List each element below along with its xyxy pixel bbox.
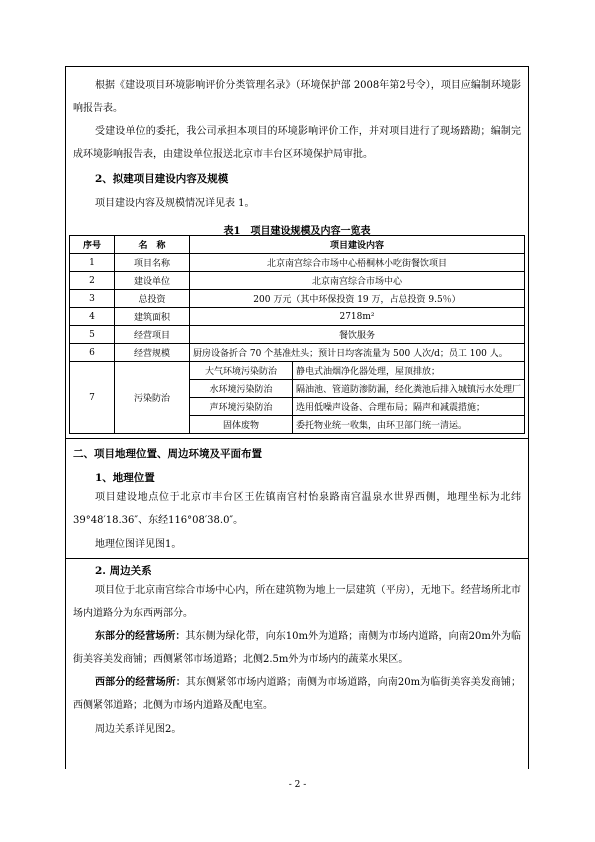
geo-heading: 1、地理位置 [95, 472, 155, 484]
row-name: 经营规模 [115, 344, 190, 362]
row-name: 建设单位 [115, 272, 190, 290]
pollution-category: 声环境污染防治 [190, 398, 293, 416]
row-name: 建筑面积 [115, 308, 190, 326]
west-part-label: 西部分的经营场所： [95, 677, 186, 688]
pollution-measure: 选用低噪声设备、合理布局；隔声和减震措施； [293, 398, 525, 416]
surroundings-paragraph: 项目位于北京南宫综合市场中心内，所在建筑物为地上一层建筑（平房），无地下。经营场所北市场内道路分为东西两部分。 [73, 585, 521, 619]
table-row [70, 308, 525, 326]
east-part-label: 东部分的经营场所： [95, 631, 186, 642]
pollution-measure: 隔油池、管道防渗防漏，经化粪池后排入城镇污水处理厂 [293, 380, 525, 398]
row-no: 6 [70, 344, 115, 362]
section-divider [65, 438, 529, 439]
row-name: 总投资 [115, 290, 190, 308]
section-divider [65, 558, 529, 559]
east-part-text: 其东侧为绿化带，向东10m外为道路；南侧为市场内道路，向南20m外为临街美容美发商铺；西侧紧邻市场道路；北侧2.5m外为市场内的蔬菜水果区。 [73, 631, 522, 665]
part-2-heading: 二、项目地理位置、周边环境及平面布置 [73, 448, 262, 460]
project-table [69, 235, 525, 434]
intro-paragraph-1: 根据《建设项目环境影响评价分类管理名录》（环境保护部 2008年第2号令），项目应编制环境影响报告表。 [73, 80, 521, 114]
header-no: 序号 [70, 236, 115, 254]
pollution-measure: 静电式油烟净化器处理，屋顶排放； [293, 362, 525, 380]
row-name: 经营项目 [115, 326, 190, 344]
table-intro: 项目建设内容及规模情况详见表 1。 [95, 198, 255, 209]
row-no: 4 [70, 308, 115, 326]
geo-figure-ref: 地理位图详见图1。 [95, 539, 182, 550]
pollution-category: 水环境污染防治 [190, 380, 293, 398]
section-2-heading: 2、拟建项目建设内容及规模 [95, 173, 229, 185]
row-content: 200 万元（其中环保投资 19 万，占总投资 9.5％） [190, 290, 525, 308]
row-content: 2718m² [190, 308, 525, 326]
geo-paragraph: 项目建设地点位于北京市丰台区王佐镇南宫村怡泉路南宫温泉水世界西侧，地理坐标为北纬39°48′18.36″、东经116°08′38.0″。 [73, 492, 521, 526]
table-row [70, 362, 525, 380]
row-no: 1 [70, 254, 115, 272]
table-caption: 表1 项目建设规模及内容一览表 [223, 226, 371, 237]
pollution-measure: 委托物业统一收集，由环卫部门统一清运。 [293, 416, 525, 434]
row-content: 北京南宫综合市场中心 [190, 272, 525, 290]
table-row [70, 254, 525, 272]
table-header-row [70, 236, 525, 254]
row-content: 厨房设备折合 70 个基准灶头；预计日均客流量为 500 人次/d；员工 100 人。 [190, 344, 525, 362]
pollution-category: 固体废物 [190, 416, 293, 434]
surroundings-heading: 2. 周边关系 [95, 565, 152, 577]
intro-paragraph-2: 受建设单位的委托，我公司承担本项目的环境影响评价工作，并对项目进行了现场踏勘；编制完成环境影响报告表，由建设单位报送北京市丰台区环境保护局审批。 [73, 126, 521, 160]
table-row [70, 290, 525, 308]
row-no: 3 [70, 290, 115, 308]
table-row [70, 326, 525, 344]
row-content: 北京南宫综合市场中心梧桐林小吃街餐饮项目 [190, 254, 525, 272]
row-no: 7 [70, 362, 115, 434]
row-content: 餐饮服务 [190, 326, 525, 344]
table-row [70, 272, 525, 290]
header-name: 名 称 [115, 236, 190, 254]
row-name: 污染防治 [115, 362, 190, 434]
page-number: - 2 - [288, 780, 307, 790]
surroundings-figure-ref: 周边关系详见图2。 [95, 724, 182, 735]
table-row [70, 344, 525, 362]
row-name: 项目名称 [115, 254, 190, 272]
west-part-paragraph [73, 671, 521, 717]
pollution-category: 大气环境污染防治 [190, 362, 293, 380]
east-part-paragraph [73, 625, 521, 671]
row-no: 5 [70, 326, 115, 344]
row-no: 2 [70, 272, 115, 290]
west-part-text: 其东侧紧邻市场内道路；南侧为市场道路，向南20m为临街美容美发商铺；西侧紧邻道路；北侧为市场内道路及配电室。 [73, 677, 521, 711]
header-content: 项目建设内容 [190, 236, 525, 254]
